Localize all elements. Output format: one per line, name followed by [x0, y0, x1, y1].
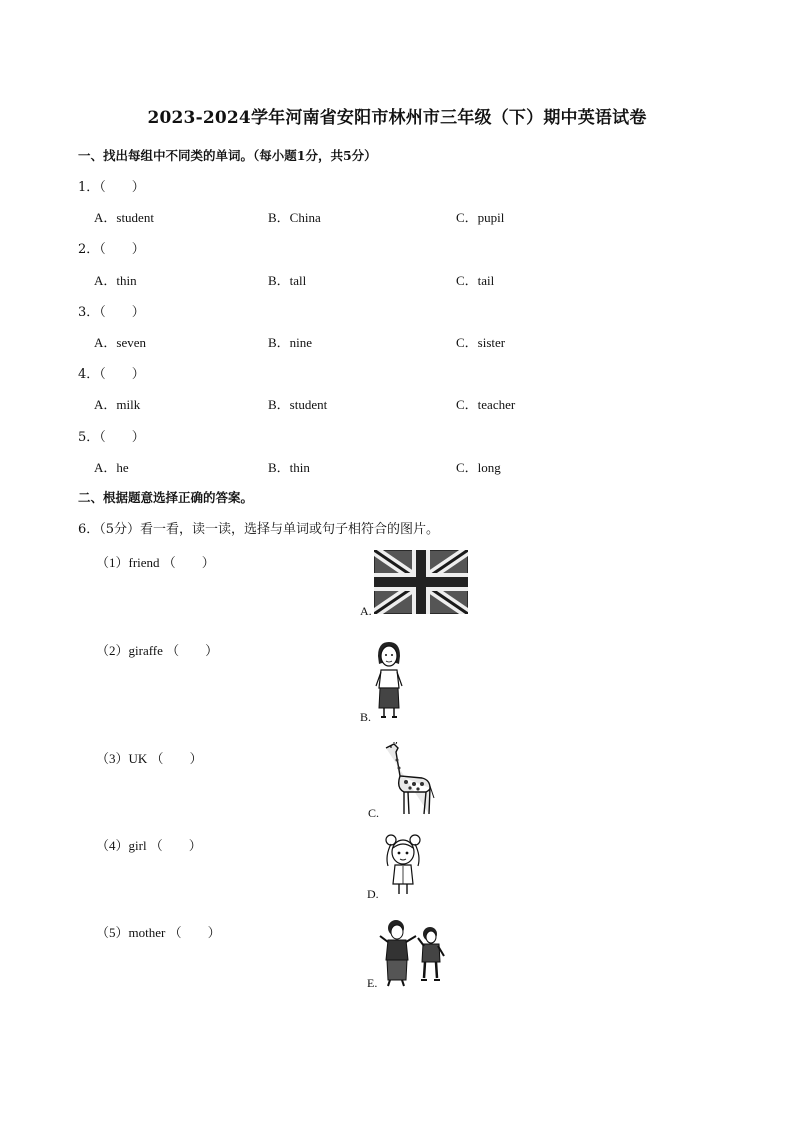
- question-1-option-b: B．China: [268, 210, 321, 225]
- q6-item-girl: （4）girl （ ）: [96, 838, 202, 853]
- uk-flag-icon: [374, 550, 468, 614]
- question-1-number: 1．（ ）: [78, 180, 145, 195]
- question-2-number: 2．（ ）: [78, 242, 145, 257]
- q6-item-uk: （3）UK （ ）: [96, 751, 203, 766]
- question-5-option-b: B．thin: [268, 460, 310, 475]
- question-2-option-b: B．tall: [268, 273, 307, 288]
- question-5-option-c: C．long: [456, 460, 501, 475]
- question-1-option-a: A．student: [94, 210, 154, 225]
- question-4-option-b: B．student: [268, 397, 328, 412]
- question-3-option-a: A．seven: [94, 335, 146, 350]
- section-2-heading: 二、根据题意选择正确的答案。: [78, 490, 254, 505]
- question-4-number: 4．（ ）: [78, 367, 145, 382]
- question-3-option-c: C．sister: [456, 335, 506, 350]
- q6-item-giraffe: （2）giraffe （ ）: [96, 643, 219, 658]
- woman-icon: [372, 640, 406, 720]
- girl-icon: [382, 832, 424, 896]
- question-4-option-c: C．teacher: [456, 397, 516, 412]
- question-2-option-c: C．tail: [456, 273, 495, 288]
- picture-b-label: B.: [360, 710, 372, 724]
- picture-a-label: A.: [360, 604, 372, 618]
- page-title: 2023-2024学年河南省安阳市林州市三年级（下）期中英语试卷: [147, 108, 647, 128]
- q6-item-friend: （1）friend （ ）: [96, 555, 215, 570]
- question-5-number: 5．（ ）: [78, 430, 145, 445]
- giraffe-icon: [382, 742, 436, 816]
- question-4-option-a: A．milk: [94, 397, 141, 412]
- question-3-option-b: B．nine: [268, 335, 313, 350]
- question-5-option-a: A．he: [94, 460, 129, 475]
- mother-child-icon: [378, 916, 450, 988]
- picture-e-label: E.: [367, 976, 378, 990]
- picture-d-label: D.: [367, 887, 379, 901]
- section-1-heading: 一、找出每组中不同类的单词。（每小题1分，共5分）: [78, 148, 377, 163]
- picture-c-label: C.: [368, 806, 380, 820]
- q6-item-mother: （5）mother （ ）: [96, 925, 221, 940]
- question-3-number: 3．（ ）: [78, 305, 145, 320]
- question-6-instruction: 6．（5分）看一看，读一读，选择与单词或句子相符合的图片。: [78, 522, 440, 537]
- question-1-option-c: C．pupil: [456, 210, 505, 225]
- question-2-option-a: A．thin: [94, 273, 137, 288]
